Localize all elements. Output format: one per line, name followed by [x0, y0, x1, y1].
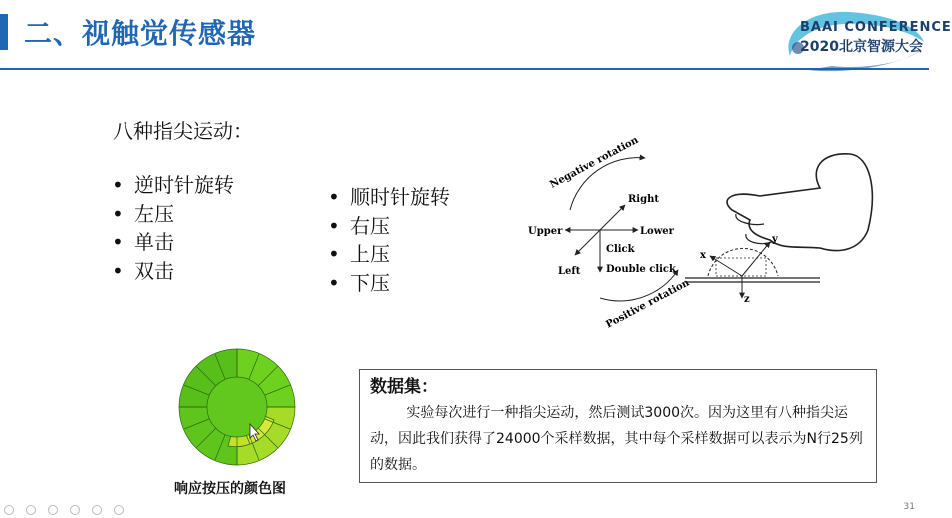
list-item: • 单击	[112, 228, 234, 257]
list-item: • 上压	[328, 240, 450, 269]
fingertip-motion-diagram	[520, 130, 880, 340]
list-item: • 右压	[328, 212, 450, 241]
prev-slide-icon[interactable]	[4, 505, 14, 515]
label-double-click: Double click	[606, 264, 676, 275]
list-item: • 左压	[112, 200, 234, 229]
logo-text-top: BAAI CONFERENCE	[800, 20, 952, 35]
motions-list-left	[112, 171, 234, 285]
label-x: x	[700, 250, 706, 261]
next-slide-icon[interactable]	[26, 505, 36, 515]
heatmap-caption: 响应按压的颜色图	[174, 481, 286, 497]
pressure-heatmap	[178, 348, 296, 466]
list-item: • 下压	[328, 269, 450, 298]
pen-icon[interactable]	[48, 505, 58, 515]
label-z: z	[744, 294, 750, 305]
page-number: 31	[903, 502, 915, 512]
list-item: • 逆时针旋转	[112, 171, 234, 200]
label-y: y	[772, 234, 778, 245]
label-left: Left	[558, 266, 581, 277]
label-upper: Upper	[528, 226, 563, 237]
positive-rotation-label: Positive rotation	[604, 277, 692, 331]
hand-illustration-icon	[727, 154, 872, 251]
x-axis-arrow	[710, 256, 742, 276]
title-accent-bar	[0, 14, 8, 50]
slides-icon[interactable]	[70, 505, 80, 515]
logo-text-bottom: 2020北京智源大会	[800, 39, 923, 55]
dataset-description-box	[359, 369, 877, 483]
zoom-icon[interactable]	[92, 505, 102, 515]
left-arrow	[575, 230, 600, 255]
label-lower: Lower	[640, 226, 674, 237]
negative-rotation-label: Negative rotation	[548, 134, 641, 191]
list-item: • 顺时针旋转	[328, 183, 450, 212]
conference-logo	[778, 4, 952, 76]
presentation-toolbar	[4, 505, 124, 515]
label-click: Click	[606, 244, 635, 255]
slide-title: 二、视触觉传感器	[24, 17, 257, 50]
sensor-box	[716, 258, 766, 276]
more-icon[interactable]	[114, 505, 124, 515]
motions-heading: 八种指尖运动：	[113, 119, 253, 143]
dataset-title: 数据集：	[370, 377, 438, 397]
motions-list-right	[328, 183, 450, 297]
dataset-text: 实验每次进行一种指尖运动，然后测试3000次。因为这里有八种指尖运动，因此我们获得了24000个采样数据，其中每个采样数据可以表示为N行25列的数据。	[370, 405, 863, 473]
right-arrow	[600, 205, 625, 230]
list-item: • 双击	[112, 257, 234, 286]
label-right: Right	[628, 194, 659, 205]
y-axis-arrow	[742, 242, 770, 276]
sensor-dome	[708, 248, 778, 276]
